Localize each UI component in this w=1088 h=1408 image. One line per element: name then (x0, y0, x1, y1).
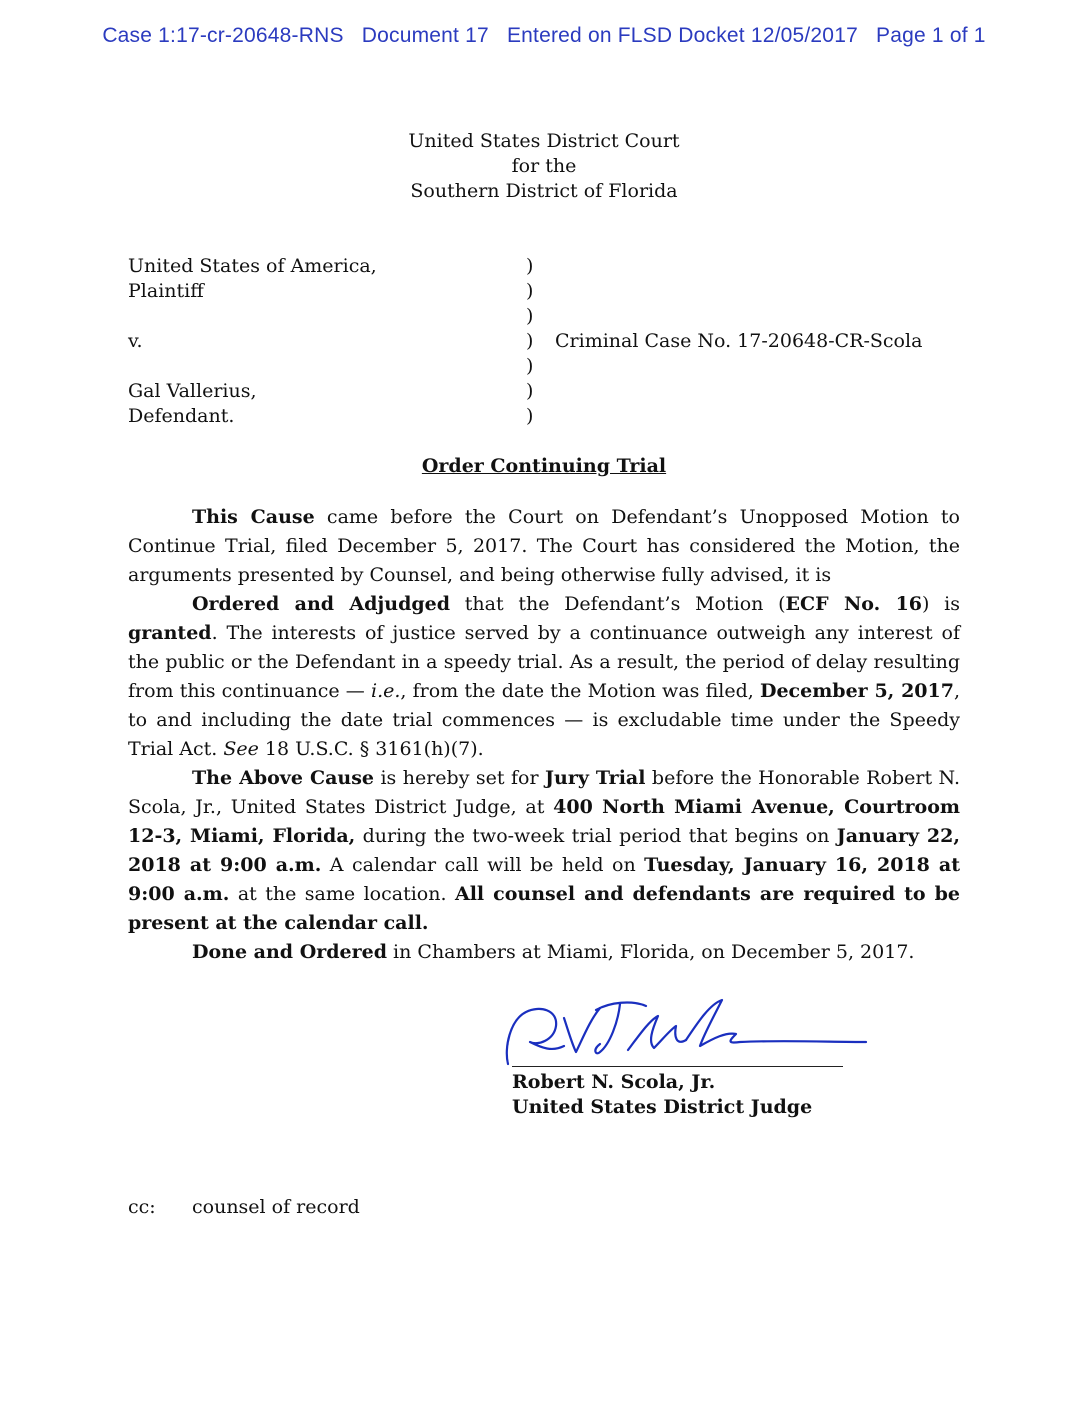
calendar-call-date: Tuesday, January 16, 2018 at 9:00 a.m. (128, 854, 960, 905)
plaintiff-role: Plaintiff (128, 280, 204, 302)
judge-block (512, 1070, 812, 1120)
bold-lead: Done and Ordered (192, 941, 388, 963)
cc-label: cc: (128, 1196, 156, 1218)
caption-paren: ) (526, 330, 534, 352)
jury-trial: Jury Trial (545, 767, 646, 789)
granted-word: granted (128, 622, 212, 644)
paragraph-ordered: Ordered and Adjudged that the Defendant’s Motion (ECF No. 16) is granted. The interests of justice served by a continuance outweigh any interest of the public or the Defendant in a speedy trial. As a result, the period of delay resulting from this continuance — i.e., from the date the Motion was filed, December 5, 2017, to and including the date trial commences — is excludable time under the Speedy Trial Act. See 18 U.S.C. § 3161(h)(7). (128, 593, 960, 760)
defendant-name: Gal Vallerius, (128, 380, 257, 402)
order-body (128, 503, 960, 967)
case-number: Criminal Case No. 17-20648-CR-Scola (555, 330, 923, 352)
court-heading (0, 129, 1088, 204)
caption-paren: ) (526, 280, 534, 302)
cc-line (128, 1195, 360, 1220)
court-district: Southern District of Florida (410, 180, 678, 202)
bold-lead: The Above Cause (192, 767, 374, 789)
motion-date: December 5, 2017 (759, 680, 954, 702)
judge-name: Robert N. Scola, Jr. (512, 1071, 716, 1093)
judge-title: United States District Judge (512, 1096, 813, 1118)
paragraph-this-cause: This Cause came before the Court on Defendant’s Unopposed Motion to Continue Trial, filed December 5, 2017. The Court has considered the Motion, the arguments presented by Counsel, and being otherwise fully advised, it is (128, 506, 960, 586)
signature-line (512, 1066, 843, 1067)
docket-header: Case 1:17-cr-20648-RNS Document 17 Entered on FLSD Docket 12/05/2017 Page 1 of 1 (102, 24, 986, 47)
caption-paren: ) (526, 380, 534, 402)
defendant-role: Defendant. (128, 405, 235, 427)
caption-paren: ) (526, 355, 534, 377)
paragraph-done-ordered: Done and Ordered in Chambers at Miami, Florida, on December 5, 2017. (192, 941, 915, 963)
order-title: Order Continuing Trial (421, 455, 667, 477)
case-caption-parties (128, 254, 508, 429)
court-name: United States District Court (408, 130, 680, 152)
ecf-reference: ECF No. 16 (785, 593, 923, 615)
versus: v. (128, 330, 143, 352)
caption-paren: ) (526, 305, 534, 327)
caption-paren: ) (526, 255, 534, 277)
court-for-the: for the (511, 155, 577, 177)
judge-signature (500, 990, 880, 1072)
trial-date: January 22, 2018 at 9:00 a.m. (128, 825, 960, 876)
counsel-notice: All counsel and defendants are required to be present at the calendar call. (128, 883, 960, 934)
bold-lead: Ordered and Adjudged (192, 593, 451, 615)
plaintiff-name: United States of America, (128, 255, 377, 277)
bold-lead: This Cause (192, 506, 315, 528)
cc-value: counsel of record (192, 1196, 360, 1218)
paragraph-above-cause: The Above Cause is hereby set for Jury Trial before the Honorable Robert N. Scola, Jr., United States District Judge, at 400 North Miami Avenue, Courtroom 12-3, Miami, Florida, during the two-week trial period that begins on January 22, 2018 at 9:00 a.m. A calendar call will be held on Tuesday, January 16, 2018 at 9:00 a.m. at the same location. All counsel and defendants are required to be present at the calendar call. (128, 767, 961, 934)
caption-paren: ) (526, 405, 534, 427)
caption-paren-column (526, 254, 538, 429)
courtroom-location: 400 North Miami Avenue, Courtroom 12-3, Miami, Florida, (128, 796, 961, 847)
